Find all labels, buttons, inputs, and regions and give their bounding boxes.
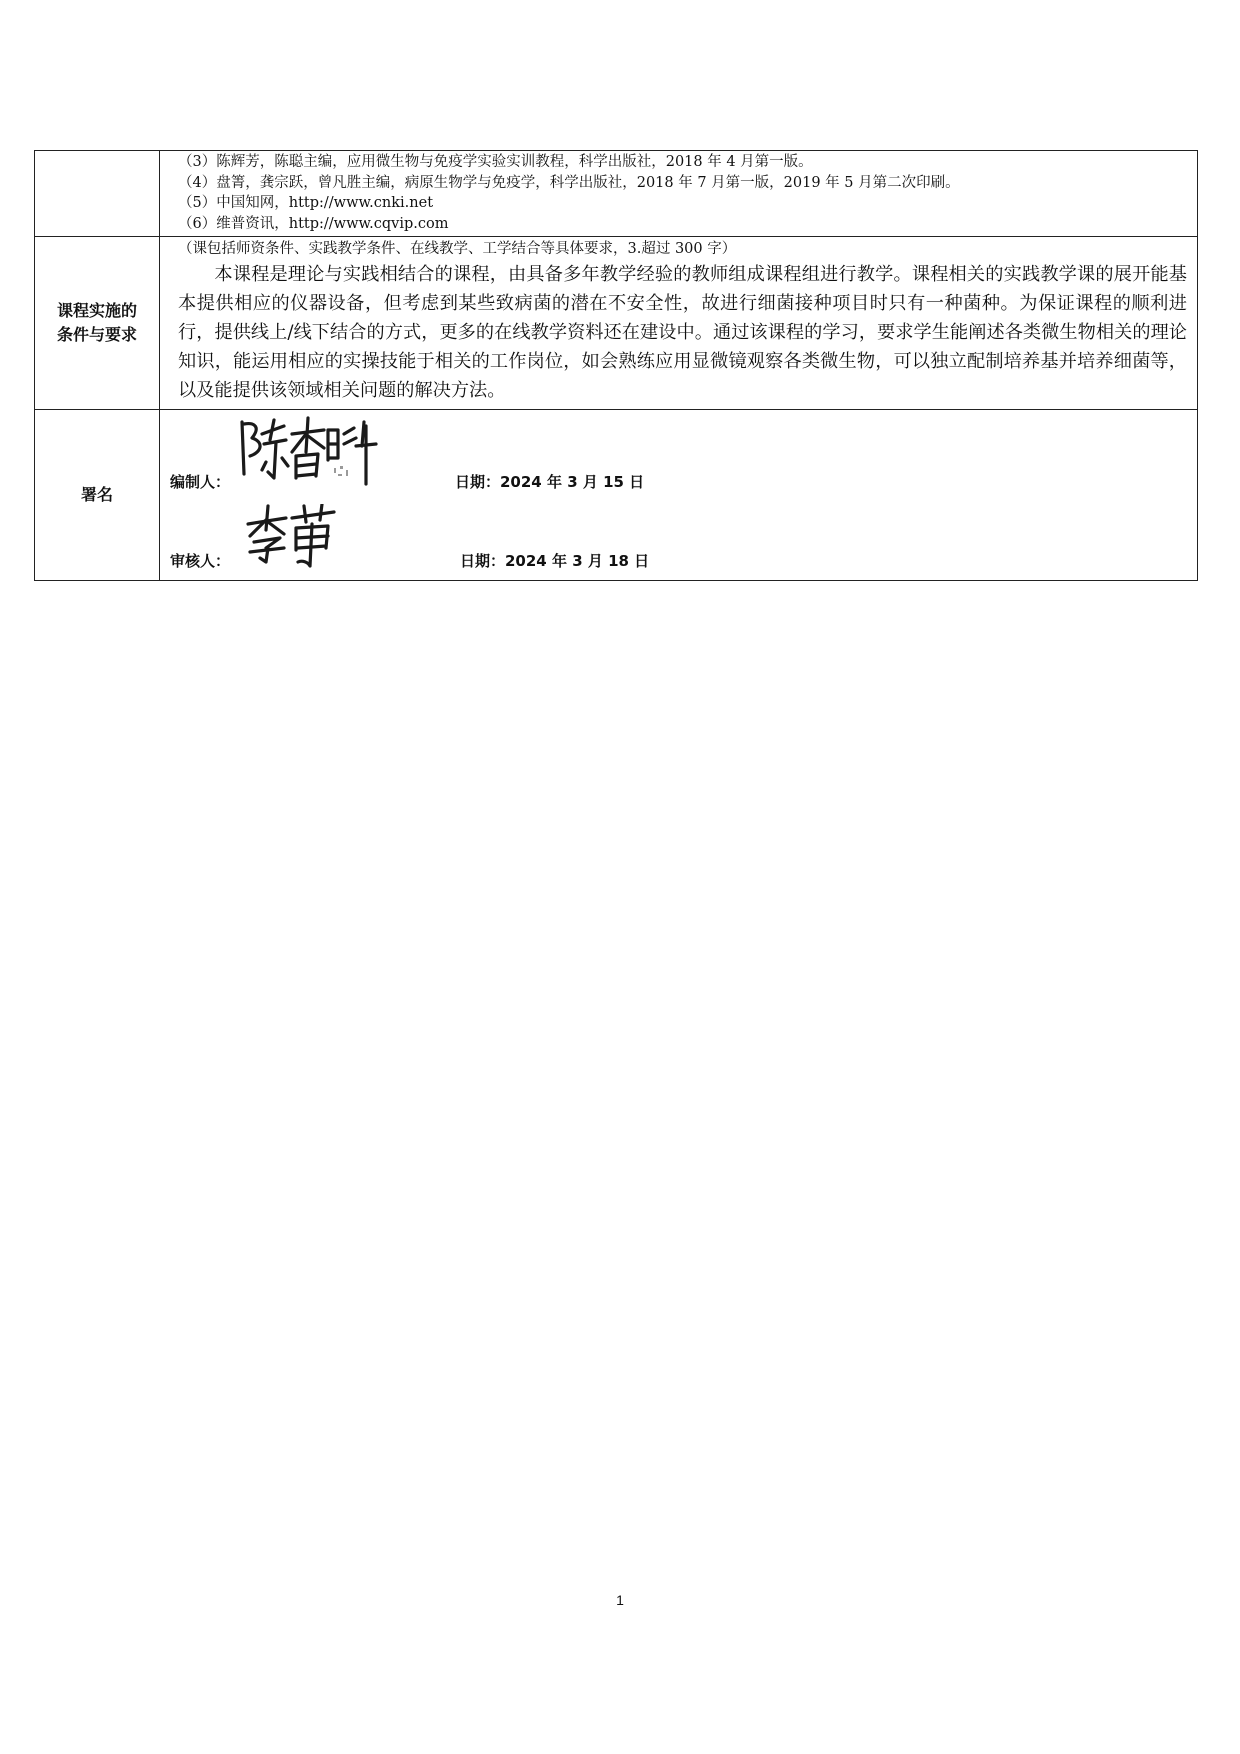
- requirements-label-line1: 课程实施的: [56, 301, 137, 320]
- requirements-cell: [160, 237, 1198, 410]
- signature-label: 署名: [80, 485, 113, 504]
- compiler-label: 编制人：: [170, 473, 231, 491]
- signature-label-cell: [35, 410, 160, 581]
- reference-item: （6）维普资讯，http://www.cqvip.com: [178, 215, 449, 232]
- reviewer-date: 日期：2024 年 3 月 18 日: [460, 552, 650, 570]
- signature-row: [35, 410, 1198, 581]
- requirements-label-line2: 条件与要求: [56, 325, 137, 344]
- references-label-cell: [35, 151, 160, 237]
- compiler-signature-image: [230, 412, 380, 488]
- reference-item: （4）盘箐，龚宗跃，曾凡胜主编，病原生物学与免疫学，科学出版社，2018 年 7 月第一版，2019 年 5 月第二次印刷。: [178, 174, 960, 191]
- course-info-table: [34, 150, 1198, 581]
- reviewer-signature-image: [244, 504, 340, 568]
- requirements-label-cell: [35, 237, 160, 410]
- reviewer-label: 审核人：: [170, 552, 231, 570]
- reference-item: （5）中国知网，http://www.cnki.net: [178, 195, 434, 211]
- signature-cell: [160, 410, 1198, 581]
- reference-item: （3）陈辉芳，陈聪主编，应用微生物与免疫学实验实训教程，科学出版社，2018 年 4 月第一版。: [178, 154, 813, 170]
- requirements-row: [35, 237, 1198, 410]
- references-row: [35, 151, 1198, 237]
- references-cell: [160, 151, 1198, 237]
- requirements-body: 本课程是理论与实践相结合的课程，由具备多年教学经验的教师组成课程组进行教学。课程相关的实践教学课的展开能基本提供相应的仪器设备，但考虑到某些致病菌的潜在不安全性，故进行细菌接种项目时只有一种菌种。为保证课程的顺利进行，提供线上/线下结合的方式，更多的在线教学资料还在建设中。通过该课程的学习，要求学生能阐述各类微生物相关的理论知识，能运用相应的实操技能于相关的工作岗位，如会熟练应用显微镜观察各类微生物，可以独立配制培养基并培养细菌等，以及能提供该领域相关问题的解决方法。: [178, 264, 1187, 401]
- requirements-note: （课包括师资条件、实践教学条件、在线教学、工学结合等具体要求，3.超过 300 字）: [178, 241, 737, 257]
- page-number: 1: [616, 1592, 624, 1608]
- compiler-date: 日期：2024 年 3 月 15 日: [455, 473, 645, 491]
